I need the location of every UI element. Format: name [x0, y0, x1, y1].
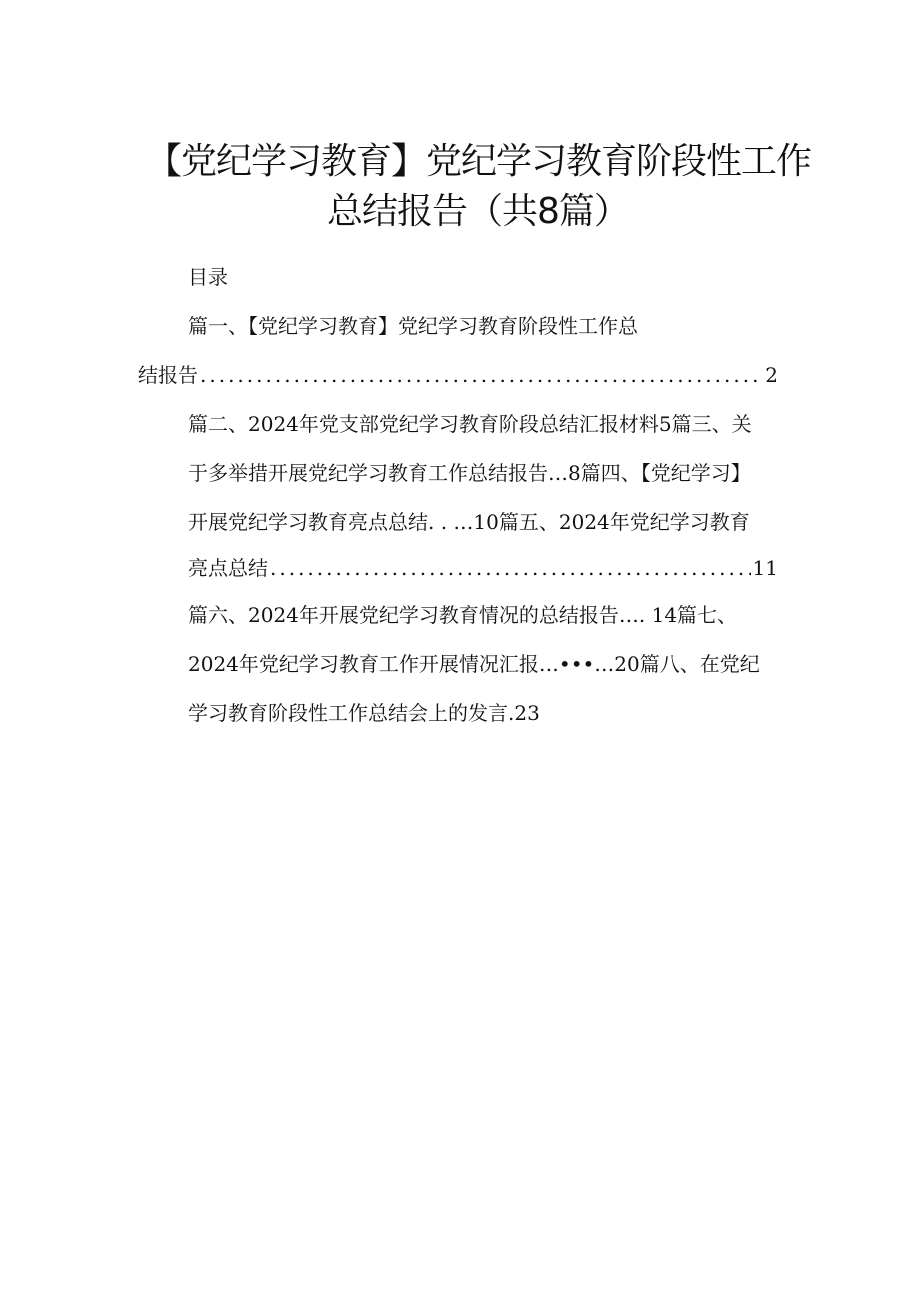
- toc-line: 篇六、2024年开展党纪学习教育情况的总结报告…. 14篇七、: [188, 603, 738, 627]
- toc-entry-with-leader: [188, 553, 778, 583]
- toc-page-number: 11: [752, 556, 778, 580]
- document-title-line-1: 【党纪学习教育】党纪学习教育阶段性工作: [146, 141, 812, 182]
- toc-line: 于多举措开展党纪学习教育工作总结报告…8篇四、【党纪学习】: [188, 461, 751, 485]
- toc-line: 学习教育阶段性工作总结会上的发言.23: [188, 701, 540, 725]
- dot-leader: [270, 553, 751, 583]
- toc-entry-with-leader: [138, 360, 778, 390]
- toc-line: 开展党纪学习教育亮点总结. . …10篇五、2024年党纪学习教育: [188, 510, 750, 534]
- toc-page-number: 2: [765, 363, 778, 387]
- dot-leader: [200, 360, 763, 390]
- toc-line: 篇二、2024年党支部党纪学习教育阶段总结汇报材料5篇三、关: [188, 412, 752, 436]
- toc-line: 2024年党纪学习教育工作开展情况汇报…•••…20篇八、在党纪: [188, 652, 760, 676]
- toc-entry-text: 结报告: [138, 363, 198, 387]
- toc-line: 篇一、【党纪学习教育】党纪学习教育阶段性工作总: [188, 314, 638, 338]
- document-title-line-2: 总结报告（共8篇）: [327, 191, 629, 232]
- toc-heading: 目录: [188, 265, 228, 289]
- toc-entry-text: 亮点总结: [188, 556, 268, 580]
